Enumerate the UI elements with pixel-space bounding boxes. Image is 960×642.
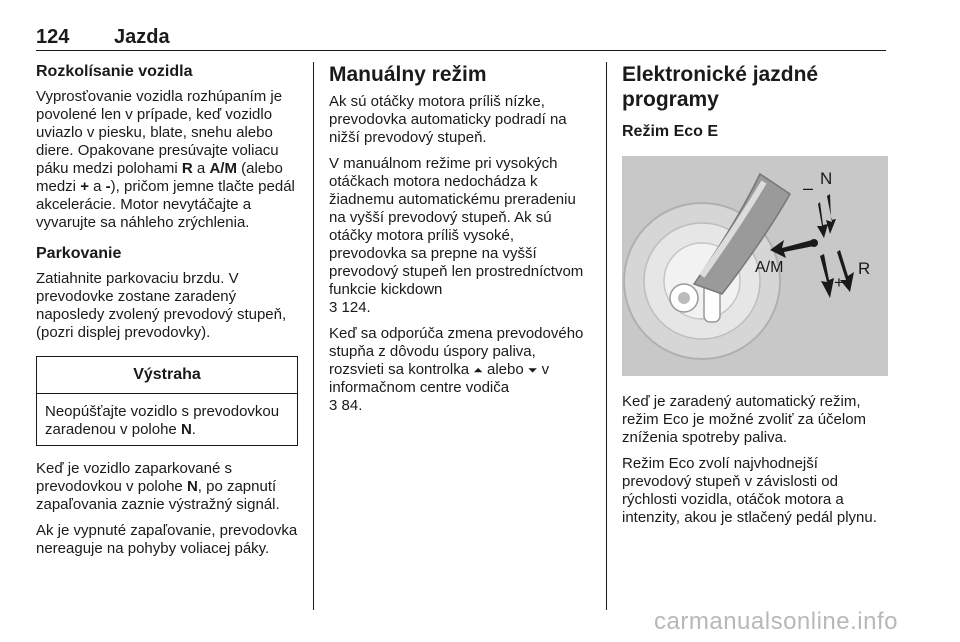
paragraph-parking-2: Keď je vozidlo zaparkované s prevodovkou v polohe N, po zapnutí zapaľovania zaznie výstražný signál. [36, 460, 280, 513]
page-header [36, 26, 886, 51]
section-title-parking: Parkovanie [36, 245, 122, 262]
paragraph-parking-1: Zatiahnite parkovaciu brzdu. V prevodovke zostane zaradený naposledy zvolený prevodový stupeň, (pozri displej prevodovky). [36, 270, 287, 341]
section-title-rocking: Rozkolísanie vozidla [36, 63, 193, 80]
shift-down-icon: ⏷ [527, 363, 538, 377]
fig-label-minus: – [803, 178, 814, 198]
fig-label-n: N [820, 169, 833, 188]
warning-box [36, 356, 298, 446]
page-number: 124 [36, 26, 70, 48]
gear-selector-figure [622, 156, 888, 376]
chapter-title: Jazda [114, 26, 170, 48]
shift-up-icon: ⏶ [473, 363, 483, 377]
column-2 [329, 62, 591, 423]
section-title-programs: Elektronické jazdné programy [622, 63, 819, 111]
fig-label-r: R [858, 259, 871, 278]
paragraph-eco-2: Režim Eco zvolí najvhodnejší prevodový stupeň v závislosti od rýchlosti vozidla, otáčok motora a intenzity, akou je stlačený pedál plynu. [622, 455, 877, 526]
column-3 [622, 62, 888, 535]
column-divider-2 [606, 62, 607, 610]
paragraph-manual-3: Keď sa odporúča zmena prevodového stupňa z dôvodu úspory paliva, rozsvieti sa kontrolka ⏶ alebo ⏷ v informačnom centre vodiča 3 84. [329, 325, 584, 414]
fig-label-plus: + [834, 273, 844, 292]
section-title-manual: Manuálny režim [329, 63, 487, 86]
paragraph-parking-3: Ak je vypnuté zapaľovanie, prevodovka nereaguje na pohyby voliacej páky. [36, 522, 298, 557]
warning-body: Neopúšťajte vozidlo s prevodovkou zaradenou v polohe N. [45, 403, 280, 438]
subsection-title-eco: Režim Eco E [622, 123, 719, 140]
fig-label-am: A/M [755, 259, 784, 276]
paragraph-manual-1: Ak sú otáčky motora príliš nízke, prevodovka automaticky podradí na nižší prevodový stupeň. [329, 93, 567, 146]
paragraph-manual-2: V manuálnom režime pri vysokých otáčkach motora nedochádza k žiadnemu automatickému preradeniu na vyšší prevodový stupeň. Ak sú otáčky motora príliš vysoké, prevodovka sa prepne na vyšší prevodový stupeň len prostredníctvom funkcie kickdown 3 124. [329, 155, 584, 316]
paragraph-rocking: Vyprosťovanie vozidla rozhúpaním je povolené len v prípade, keď vozidlo uviazlo v piesku, blate, snehu alebo diere. Opakovane presúvajte voliacu páku medzi polohami R a A/M (alebo medzi + a -), pričom jemne tlačte pedál akcelerácie. Motor nevytáčajte a vyvarujte sa náhleho zrýchlenia. [36, 88, 295, 231]
column-divider-1 [313, 62, 314, 610]
column-1 [36, 62, 298, 566]
watermark: carmanualsonline.info [654, 608, 898, 635]
warning-title: Výstraha [37, 357, 297, 394]
paragraph-eco-1: Keď je zaradený automatický režim, režim Eco je možné zvoliť za účelom zníženia spotreby paliva. [622, 393, 867, 446]
